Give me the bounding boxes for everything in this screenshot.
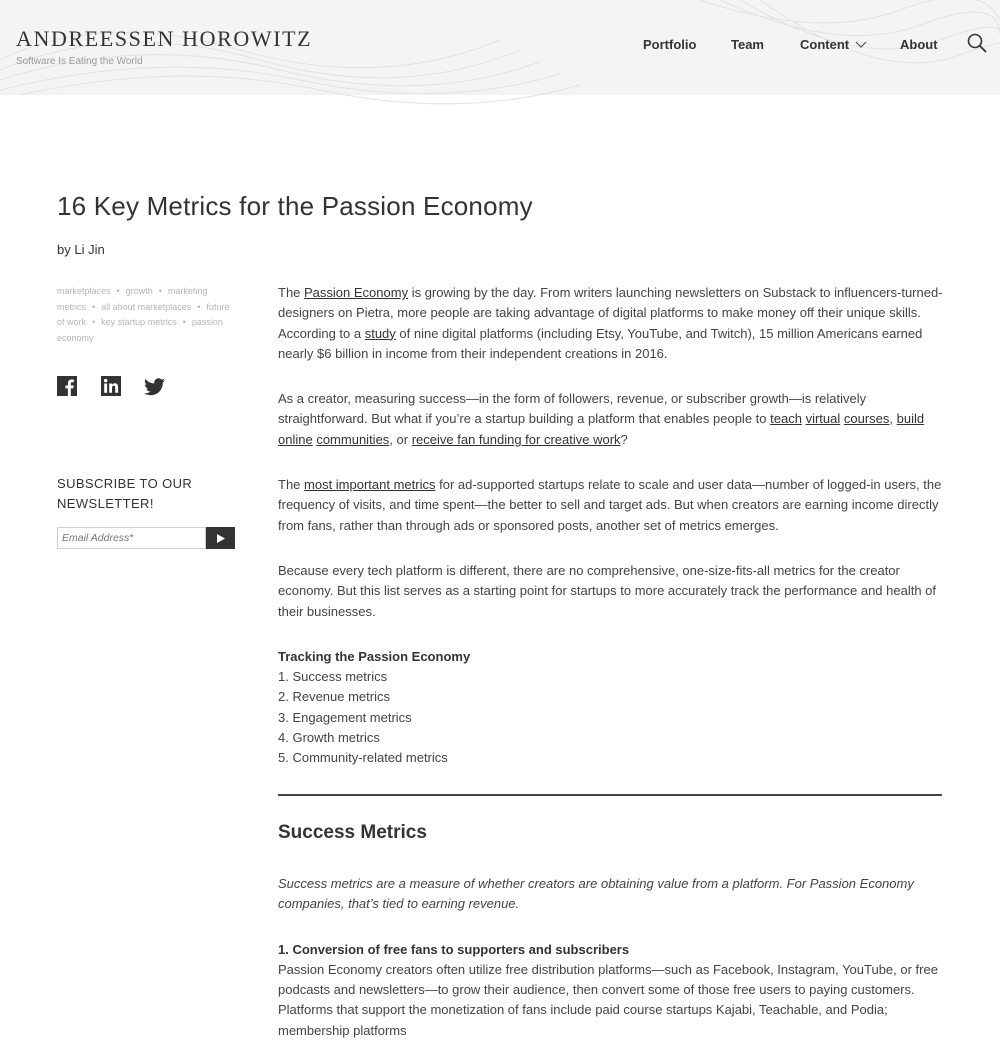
social-share bbox=[57, 376, 177, 398]
list-item: 3. Engagement metrics bbox=[278, 709, 412, 725]
newsletter-submit-button[interactable] bbox=[206, 527, 235, 549]
link-build[interactable]: build bbox=[896, 411, 925, 427]
link-passion-economy[interactable]: Passion Economy bbox=[304, 285, 409, 300]
paragraph bbox=[278, 283, 946, 364]
tag-list bbox=[57, 284, 232, 347]
tag-link[interactable]: growth bbox=[125, 286, 153, 296]
article-body bbox=[278, 283, 946, 1041]
tag-separator: • bbox=[182, 317, 186, 328]
site-header bbox=[0, 0, 1000, 95]
toc-title: Tracking the Passion Economy bbox=[278, 648, 471, 664]
toc-list bbox=[278, 667, 946, 768]
paragraph bbox=[278, 389, 946, 450]
main-nav bbox=[0, 37, 1000, 57]
section-heading: Success Metrics bbox=[278, 821, 427, 843]
paragraph bbox=[278, 475, 946, 536]
tag-separator: • bbox=[92, 317, 96, 328]
link-online[interactable]: online bbox=[278, 431, 313, 447]
tag-separator: • bbox=[158, 286, 162, 296]
text: is growing by the day. From writers launching newsletters on Substack to influencers-turned-designers on Pietra, more people are taking advantage of digital platforms to make money off their unique skills. According to a bbox=[278, 285, 943, 341]
divider bbox=[278, 794, 942, 796]
play-arrow-icon bbox=[217, 534, 225, 543]
text: , or bbox=[389, 431, 412, 447]
link-teach[interactable]: teach bbox=[770, 411, 802, 427]
tag-link[interactable]: future of work bbox=[57, 301, 230, 328]
paragraph: Passion Economy creators often utilize free distribution platforms—such as Facebook, Instagram, YouTube, or free podcasts and newsletters—to grow their audience, then convert some of those free users to paying customers. Platforms that support the monetization of fans include paid course startups Kajabi, Teachable, and Podia; membership platforms bbox=[278, 961, 938, 1038]
tag-separator: • bbox=[116, 286, 120, 296]
nav-portfolio[interactable] bbox=[643, 37, 696, 52]
tag-link[interactable]: passion economy bbox=[57, 317, 223, 344]
text: for ad-supported startups relate to scale and user data—number of logged-in users, the frequency of visits, and time spent—the better to sell and target ads. But when creators are earning income directly from fans, rather than through ads or sponsored posts, another set of metrics emerges. bbox=[278, 477, 942, 533]
text: As a creator, measuring success—in the form of followers, revenue, or subscriber growth—is relatively straightforward. But what if you’re a startup building a platform that enables people to bbox=[278, 391, 867, 427]
brand-logo-text[interactable]: ANDREESSEN HOROWITZ bbox=[16, 26, 313, 51]
link-virtual[interactable]: virtual bbox=[805, 411, 841, 427]
list-item: 1. Success metrics bbox=[278, 669, 388, 685]
section-intro: Success metrics are a measure of whether creators are obtaining value from a platform. For Passion Economy companies, that’s tied to earning revenue. bbox=[278, 875, 914, 912]
chevron-down-icon bbox=[855, 41, 867, 49]
newsletter-form bbox=[57, 527, 235, 549]
text: , bbox=[889, 411, 897, 427]
tag-link[interactable]: marketing metrics bbox=[57, 286, 208, 312]
table-of-contents bbox=[278, 647, 946, 769]
text: The bbox=[278, 285, 305, 300]
article-byline: by Li Jin bbox=[57, 242, 105, 257]
nav-about-label: About bbox=[900, 37, 938, 52]
search-icon[interactable] bbox=[966, 32, 988, 54]
nav-team-label: Team bbox=[731, 37, 764, 52]
link-communities[interactable]: communities bbox=[316, 431, 390, 447]
tag-link[interactable]: all about marketplaces bbox=[101, 301, 192, 312]
tag-separator: • bbox=[92, 301, 96, 312]
text: of nine digital platforms (including Etsy, YouTube, and Twitch), 15 million Americans earned nearly $6 billion in income from their independent creations in 2016. bbox=[278, 325, 923, 361]
nav-content-label: Content bbox=[800, 37, 850, 52]
list-item: 5. Community-related metrics bbox=[278, 750, 448, 766]
brand-tagline: Software Is Eating the World bbox=[16, 56, 143, 67]
nav-content[interactable] bbox=[800, 37, 867, 52]
link-most-important-metrics[interactable]: most important metrics bbox=[304, 477, 436, 493]
twitter-icon[interactable] bbox=[144, 377, 165, 397]
list-item: 4. Growth metrics bbox=[278, 730, 380, 746]
link-study[interactable]: study bbox=[364, 325, 396, 341]
link-receive-fan-funding[interactable]: receive fan funding for creative work bbox=[411, 431, 621, 447]
nav-about[interactable] bbox=[900, 37, 938, 52]
list-item: 2. Revenue metrics bbox=[278, 689, 390, 705]
facebook-icon[interactable] bbox=[57, 376, 77, 396]
tag-separator: • bbox=[197, 301, 201, 312]
text: ? bbox=[620, 431, 628, 447]
linkedin-icon[interactable] bbox=[101, 376, 121, 396]
subsection-heading: 1. Conversion of free fans to supporters and subscribers bbox=[278, 941, 630, 957]
nav-portfolio-label: Portfolio bbox=[643, 37, 697, 52]
newsletter-heading: SUBSCRIBE TO OUR NEWSLETTER! bbox=[57, 476, 193, 511]
tag-link[interactable]: key startup metrics bbox=[101, 317, 177, 328]
link-courses[interactable]: courses bbox=[843, 411, 890, 427]
paragraph: Because every tech platform is different, there are no comprehensive, one-size-fits-all metrics for the creator economy. But this list serves as a starting point for startups to more accurately track the performance and health of their businesses. bbox=[278, 562, 937, 619]
tag-link[interactable]: marketplaces bbox=[57, 286, 111, 296]
text: The bbox=[278, 477, 305, 493]
article-title: 16 Key Metrics for the Passion Economy bbox=[57, 191, 533, 221]
nav-team[interactable] bbox=[731, 37, 764, 52]
email-field[interactable] bbox=[57, 527, 206, 549]
